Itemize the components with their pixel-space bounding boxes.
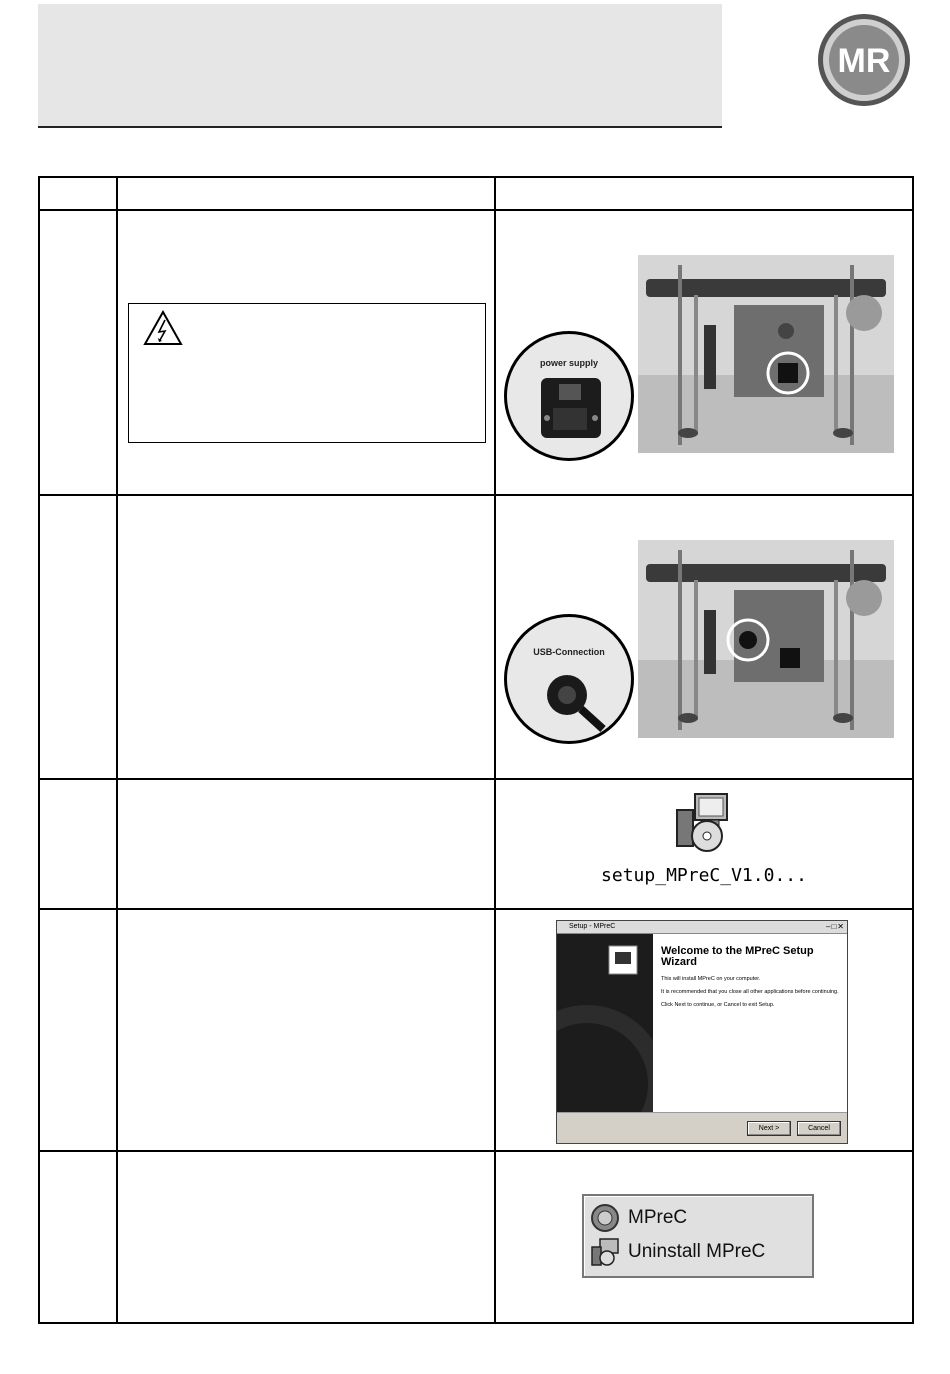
table-row xyxy=(39,1151,913,1323)
setup-file-shortcut[interactable] xyxy=(496,792,912,886)
step-number-cell xyxy=(39,909,117,1151)
svg-text:MR: MR xyxy=(837,42,891,80)
wizard-button-bar xyxy=(557,1112,847,1143)
power-socket-icon xyxy=(507,334,631,458)
table-row xyxy=(39,210,913,495)
power-supply-label: power supply xyxy=(539,358,598,368)
steps-table xyxy=(38,176,914,1324)
menu-item-mprec[interactable] xyxy=(590,1202,687,1234)
instruction-cell xyxy=(117,909,495,1151)
image-cell xyxy=(495,779,913,909)
device-photo-power xyxy=(638,255,894,453)
header-cell-action xyxy=(117,177,495,210)
power-supply-zoom xyxy=(504,331,634,461)
device-photo-usb xyxy=(638,540,894,738)
menu-item-label: MPreC xyxy=(628,1207,688,1228)
table-header-row xyxy=(39,177,913,210)
image-cell xyxy=(495,1151,913,1323)
step-number-cell xyxy=(39,1151,117,1323)
wizard-text: It is recommended that you close all other applications before continuing. xyxy=(661,989,839,995)
menu-item-uninstall[interactable] xyxy=(590,1236,765,1268)
wizard-title-bar xyxy=(557,921,847,934)
start-menu-entries xyxy=(582,1194,814,1278)
wizard-text: Click Next to continue, or Cancel to exit Setup. xyxy=(661,1002,775,1008)
header-cell-image xyxy=(495,177,913,210)
wizard-window-title: Setup - MPreC xyxy=(569,923,616,930)
image-cell xyxy=(495,909,913,1151)
cancel-button[interactable]: Cancel xyxy=(797,1121,841,1136)
step-number-cell xyxy=(39,779,117,909)
table-row xyxy=(39,779,913,909)
wizard-side-banner xyxy=(557,934,653,1112)
image-cell xyxy=(495,210,913,495)
header-cell-step xyxy=(39,177,117,210)
usb-connection-label: USB-Connection xyxy=(533,647,605,657)
warning-box xyxy=(128,303,486,443)
wizard-heading: Welcome to the MPreC Setup Wizard xyxy=(661,945,814,968)
table-row xyxy=(39,909,913,1151)
mr-logo xyxy=(816,12,912,108)
wizard-text: This will install MPreC on your computer. xyxy=(661,976,761,982)
table-row xyxy=(39,495,913,779)
step-number-cell xyxy=(39,210,117,495)
window-controls[interactable]: –□✕ xyxy=(826,922,845,931)
instruction-cell xyxy=(117,495,495,779)
instruction-cell xyxy=(117,779,495,909)
uninstall-icon xyxy=(590,1237,620,1267)
setup-wizard-window xyxy=(556,920,848,1144)
setup-file-name: setup_MPreC_V1.0... xyxy=(601,865,807,886)
wizard-banner-art xyxy=(557,934,653,1112)
installer-icon xyxy=(673,792,735,854)
next-button[interactable]: Next > xyxy=(747,1121,791,1136)
usb-socket-icon xyxy=(507,617,631,741)
menu-item-label: Uninstall MPreC xyxy=(628,1241,766,1262)
header-band xyxy=(38,4,722,126)
image-cell xyxy=(495,495,913,779)
wizard-content xyxy=(653,934,847,1112)
mprec-app-icon xyxy=(590,1203,620,1233)
header-rule xyxy=(38,126,722,128)
step-number-cell xyxy=(39,495,117,779)
high-voltage-warning-icon xyxy=(143,310,183,346)
instruction-cell xyxy=(117,210,495,495)
instruction-cell xyxy=(117,1151,495,1323)
usb-connection-zoom xyxy=(504,614,634,744)
